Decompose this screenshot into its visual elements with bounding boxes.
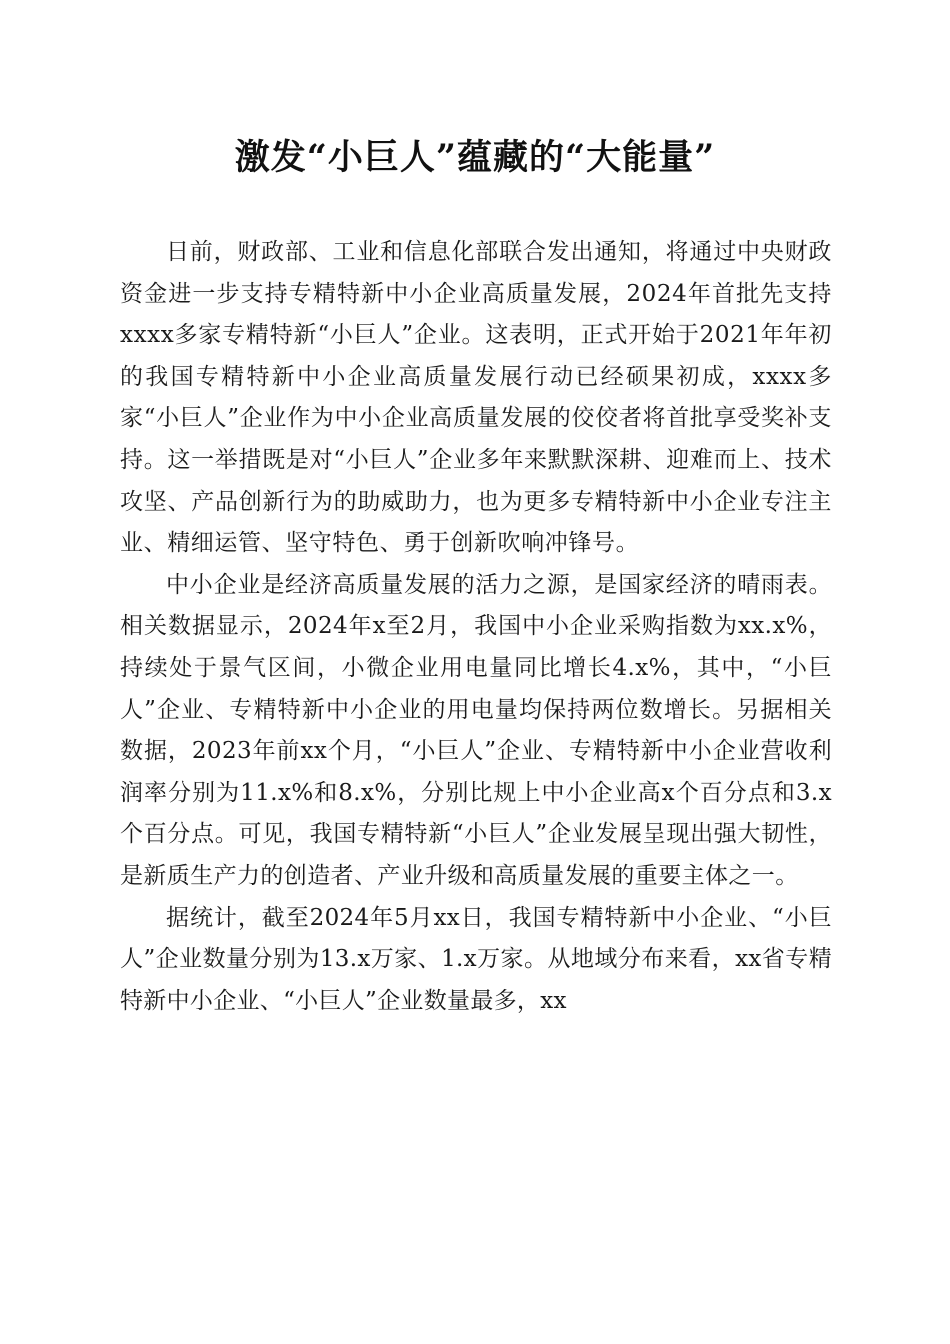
paragraph-3: 据统计，截至2024年5月xx日，我国专精特新中小企业、“小巨人”企业数量分别为13.x万家、1.x万家。从地域分布来看，xx省专精特新中小企业、“小巨人”企业数量最多，xx bbox=[120, 904, 832, 1014]
paragraph-2: 中小企业是经济高质量发展的活力之源，是国家经济的晴雨表。相关数据显示，2024年x至2月，我国中小企业采购指数为xx.x%，持续处于景气区间，小微企业用电量同比增长4.x%，其中，“小巨人”企业、专精特新中小企业的用电量均保持两位数增长。另据相关数据，2023年前xx个月，“小巨人”企业、专精特新中小企业营收利润率分别为11.x%和8.x%，分别比规上中小企业高x个百分点和3.x个百分点。可见，我国专精特新“小巨人”企业发展呈现出强大韧性，是新质生产力的创造者、产业升级和高质量发展的重要主体之一。 bbox=[120, 571, 832, 889]
paragraph-1: 日前，财政部、工业和信息化部联合发出通知，将通过中央财政资金进一步支持专精特新中小企业高质量发展，2024年首批先支持xxxx多家专精特新“小巨人”企业。这表明，正式开始于2021年年初的我国专精特新中小企业高质量发展行动已经硕果初成，xxxx多家“小巨人”企业作为中小企业高质量发展的佼佼者将首批享受奖补支持。这一举措既是对“小巨人”企业多年来默默深耕、迎难而上、技术攻坚、产品创新行为的助威助力，也为更多专精特新中小企业专注主业、精细运管、坚守特色、勇于创新吹响冲锋号。 bbox=[120, 239, 832, 557]
document-title: 激发“小巨人”蕴藏的“大能量” bbox=[234, 137, 716, 178]
document-body bbox=[120, 232, 832, 1022]
